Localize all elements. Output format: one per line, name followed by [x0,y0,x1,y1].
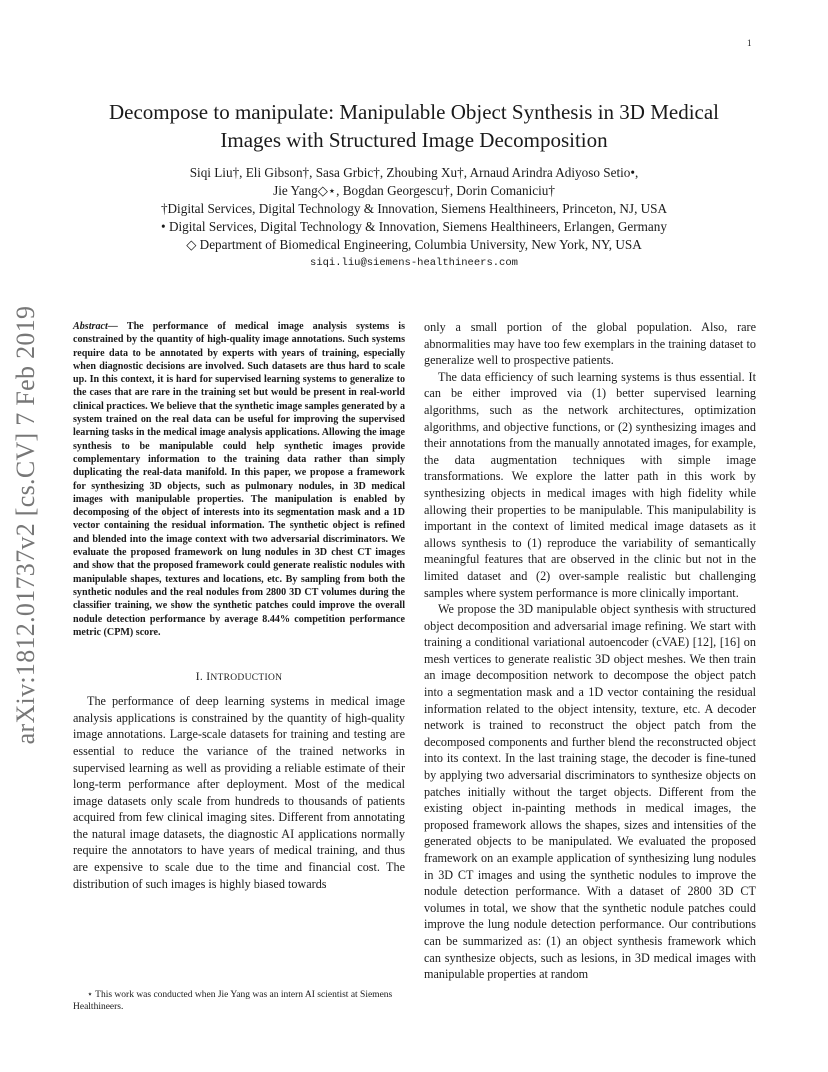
intro-paragraph-1: The performance of deep learning systems in medical image analysis applications is constrained by the quantity of high-quality image annotations. Large-scale datasets for training and testing are essential to reduce the variance of the trained networks in supervised learning as well as providing a reliable estimate of their long-term performance after deployment. Most of the medical image datasets only scale from hundreds to thousands of patients acquired from few clinical imaging sites. Different from annotating the natural image datasets, the diagnostic AI applications normally require the annotators to have years of medical training, and thus are expensive to scale due to the time and financial cost. The distribution of such images is highly biased towards [73,694,405,891]
affiliation-2: • Digital Services, Digital Technology & Innovation, Siemens Healthineers, Erlangen, Germany [161,219,667,234]
intro-paragraph-continued: only a small portion of the global population. Also, rare abnormalities may have too few exemplars in the training dataset to generalize well to prospective patients. [424,320,756,368]
section-title-rest: NTRODUCTION [210,673,283,684]
author-line-1: Siqi Liu†, Eli Gibson†, Sasa Grbic†, Zhoubing Xu†, Arnaud Arindra Adiyoso Setio•, [189,165,639,180]
page-number: 1 [747,38,752,48]
right-column [424,319,756,983]
intro-paragraph-3: We propose the 3D manipulable object synthesis with structured object decomposition and adversarial image refining. We start with training a conditional variational autoencoder (cVAE) [12], [16] on mesh vertices to generate realistic 3D object meshes. We then train an image decomposition network to decompose the object patch into a segmentation mask and a 1D vector containing the residual information related to the object intensity, texture, etc. A decoder network is trained to reconstruct the object patch from the decomposed components and further blend the reconstructed object into its context. In the last training stage, the decoder is fine-tuned by applying two adversarial discriminators to synthesize objects on patches initially without the target objects. Different from the existing object in-painting methods in medical images, the proposed framework allows the shapes, sizes and intensities of the generated objects to be manipulated. We evaluated the proposed framework on an example application of synthesizing lung nodules in 3D CT images and using the synthetic nodules to improve the nodule detection performance. With a dataset of 2800 3D CT volumes in total, we show that the synthetic nodule patches could improve the lung nodule detection performance. Our contributions can be summarized as: (1) an object synthesis framework which can synthesize objects, such as lesions, in 3D medical images with manipulable properties at random [424,602,756,982]
abstract-label: Abstract— [73,321,118,332]
abstract [73,320,405,639]
left-column [73,320,405,892]
footnote: ⋆ This work was conducted when Jie Yang was an intern AI scientist at Siemens Healthineers. [73,990,393,1012]
title-line-2: Images with Structured Image Decomposition [220,128,608,152]
contact-email: siqi.liu@siemens-healthineers.com [310,257,518,269]
author-line-2: Jie Yang◇⋆, Bogdan Georgescu†, Dorin Comaniciu† [273,183,555,198]
title-line-1: Decompose to manipulate: Manipulable Object Synthesis in 3D Medical [108,100,720,124]
section-initial: I [206,671,211,684]
section-numeral: I. [195,671,207,684]
section-heading-introduction [73,671,405,683]
affiliation-3: ◇ Department of Biomedical Engineering, Columbia University, New York, NY, USA [186,237,642,252]
arxiv-sidebar [6,290,46,760]
author-block [60,164,768,272]
affiliation-1: †Digital Services, Digital Technology & Innovation, Siemens Healthineers, Princeton, NJ, USA [160,201,668,216]
abstract-text: The performance of medical image analysis systems is constrained by the quantity of high-quality image annotations. Such systems require data to be annotated by experts with years of training, especially when diagnostic decisions are involved. Such datasets are thus hard to scale up. In this context, it is hard for supervised learning systems to generalize to the cases that are rare in the training set but would be present in real-world clinical practices. We believe that the synthetic image samples generated by a system trained on the real data can be useful for improving the supervised learning tasks in the medical image analysis applications. Allowing the image synthesis to be manipulable could help synthetic images provide complementary information to the training data rather than simply duplicating the real-data manifold. In this paper, we propose a framework for synthesizing 3D objects, such as pulmonary nodules, in 3D medical images with manipulable properties. The manipulation is enabled by decomposing of the object of interests into its segmentation mask and a 1D vector containing the residual information. The synthetic object is refined and blended into the image context with two adversarial discriminators. We evaluate the proposed framework on lung nodules in 3D chest CT images and show that the proposed framework could generate realistic nodules with manipulable shapes, textures and locations, etc. By sampling from both the synthetic nodules and the real nodules from 2800 3D CT volumes during the classifier training, we show the synthetic patches could improve the overall nodule detection performance by average 8.44% competition performance metric (CPM) score. [73,321,405,638]
intro-paragraph-2: The data efficiency of such learning systems is thus essential. It can be either improved via (1) better supervised learning algorithms, such as the network architectures, optimization algorithms, and objective functions, or (2) synthesizing images and their annotations from the manually annotated images, for example, the data augmentation techniques with simple image transformations. We explore the latter path in this work by synthesizing objects in medical images with high fidelity while allowing their properties to be manipulable. This manipulability is important in the context of limited medical image datasets as it allows synthesis to (1) reproduce the variability of semantically meaningful features that are observed in the clinic but not in the limited dataset and (2) over-sample realistic but challenging samples where system performance is more clinically important. [424,369,756,600]
paper-title [60,98,768,154]
arxiv-identifier: arXiv:1812.01737v2 [cs.CV] 7 Feb 2019 [11,305,40,745]
